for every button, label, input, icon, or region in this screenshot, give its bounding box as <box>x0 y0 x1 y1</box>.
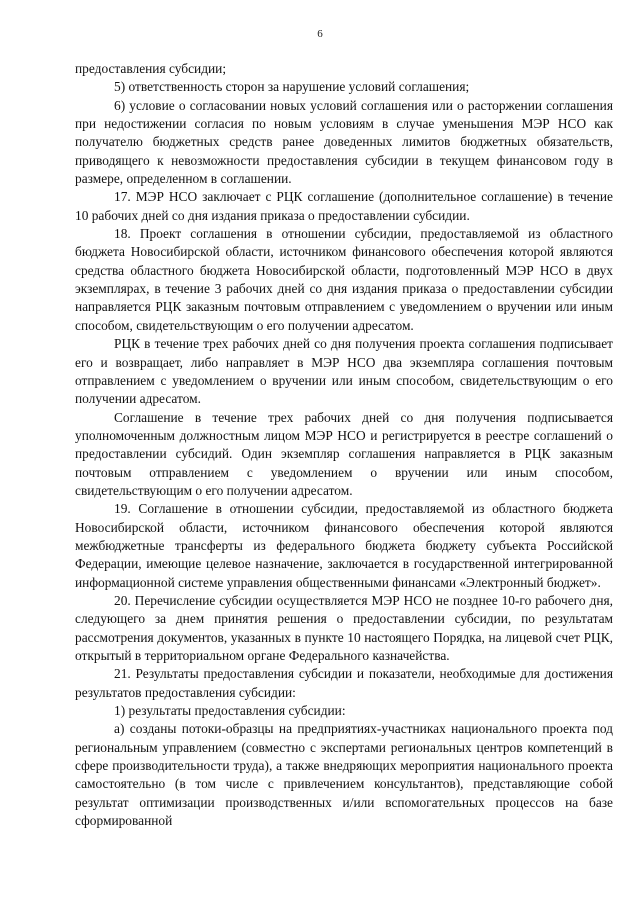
paragraph: а) созданы потоки-образцы на предприятиях-участниках национального проекта под региональным управлением (совместно с экспертами региональных центров компетенций в сфере производительности труда), а также внедряющих мероприятия национального проекта самостоятельно (в том числе с привлечением консультантов), представляющие собой результат оптимизации производственных и/или вспомогательных процессов на базе сформированной <box>75 721 613 829</box>
paragraph: 19. Соглашение в отношении субсидии, предоставляемой из областного бюджета Новосибирской области, источником финансового обеспечения которой являются межбюджетные трансферты из федерального бюджета бюджету субъекта Российской Федерации, имеющие целевое назначение, заключается в государственной интегрированной информационной системе управления общественными финансами «Электронный бюджет». <box>75 501 613 590</box>
page-number: 6 <box>317 28 323 40</box>
paragraph: 1) результаты предоставления субсидии: <box>114 703 346 719</box>
paragraph: РЦК в течение трех рабочих дней со дня получения проекта соглашения подписывает его и возвращает, либо направляет в МЭР НСО два экземпляра соглашения почтовым отправлением с уведомлением о вручении или иным способом, свидетельствующим о его получении адресатом. <box>75 336 613 407</box>
paragraph: 20. Перечисление субсидии осуществляется МЭР НСО не позднее 10-го рабочего дня, следующего за днем принятия решения о предоставлении субсидии, по результатам рассмотрения документов, указанных в пункте 10 настоящего Порядка, на лицевой счет РЦК, открытый в территориальном органе Федерального казначейства. <box>75 592 613 663</box>
paragraph: 5) ответственность сторон за нарушение условий соглашения; <box>114 79 470 95</box>
document-body <box>75 60 613 830</box>
paragraph: Соглашение в течение трех рабочих дней со дня получения подписывается уполномоченным должностным лицом МЭР НСО и регистрируется в реестре соглашений о предоставлении субсидий. Один экземпляр соглашения направляется в РЦК заказным почтовым отправлением с уведомлением о вручении или иным способом, свидетельствующим о его получении адресатом. <box>75 409 613 498</box>
paragraph: 21. Результаты предоставления субсидии и показатели, необходимые для достижения результатов предоставления субсидии: <box>75 666 613 700</box>
paragraph: 17. МЭР НСО заключает с РЦК соглашение (дополнительное соглашение) в течение 10 рабочих дней со дня издания приказа о предоставлении субсидии. <box>75 189 613 223</box>
paragraph: предоставления субсидии; <box>75 61 227 76</box>
paragraph: 6) условие о согласовании новых условий соглашения или о расторжении соглашения при недостижении согласия по новым условиям в случае уменьшения МЭР НСО как получателю бюджетных средств ранее доведенных лимитов бюджетных обязательств, приводящего к невозможности предоставления субсидии в текущем финансовом году в размере, определенном в соглашении. <box>75 97 613 187</box>
paragraph: 18. Проект соглашения в отношении субсидии, предоставляемой из областного бюджета Новосибирской области, источником финансового обеспечения которой являются средства областного бюджета Новосибирской области, подготовленный МЭР НСО в двух экземплярах, в течение 3 рабочих дней со дня издания приказа о предоставлении субсидии направляется РЦК заказным почтовым отправлением с уведомлением о вручении или иным способом, свидетельствующим о его получении адресатом. <box>75 226 613 333</box>
